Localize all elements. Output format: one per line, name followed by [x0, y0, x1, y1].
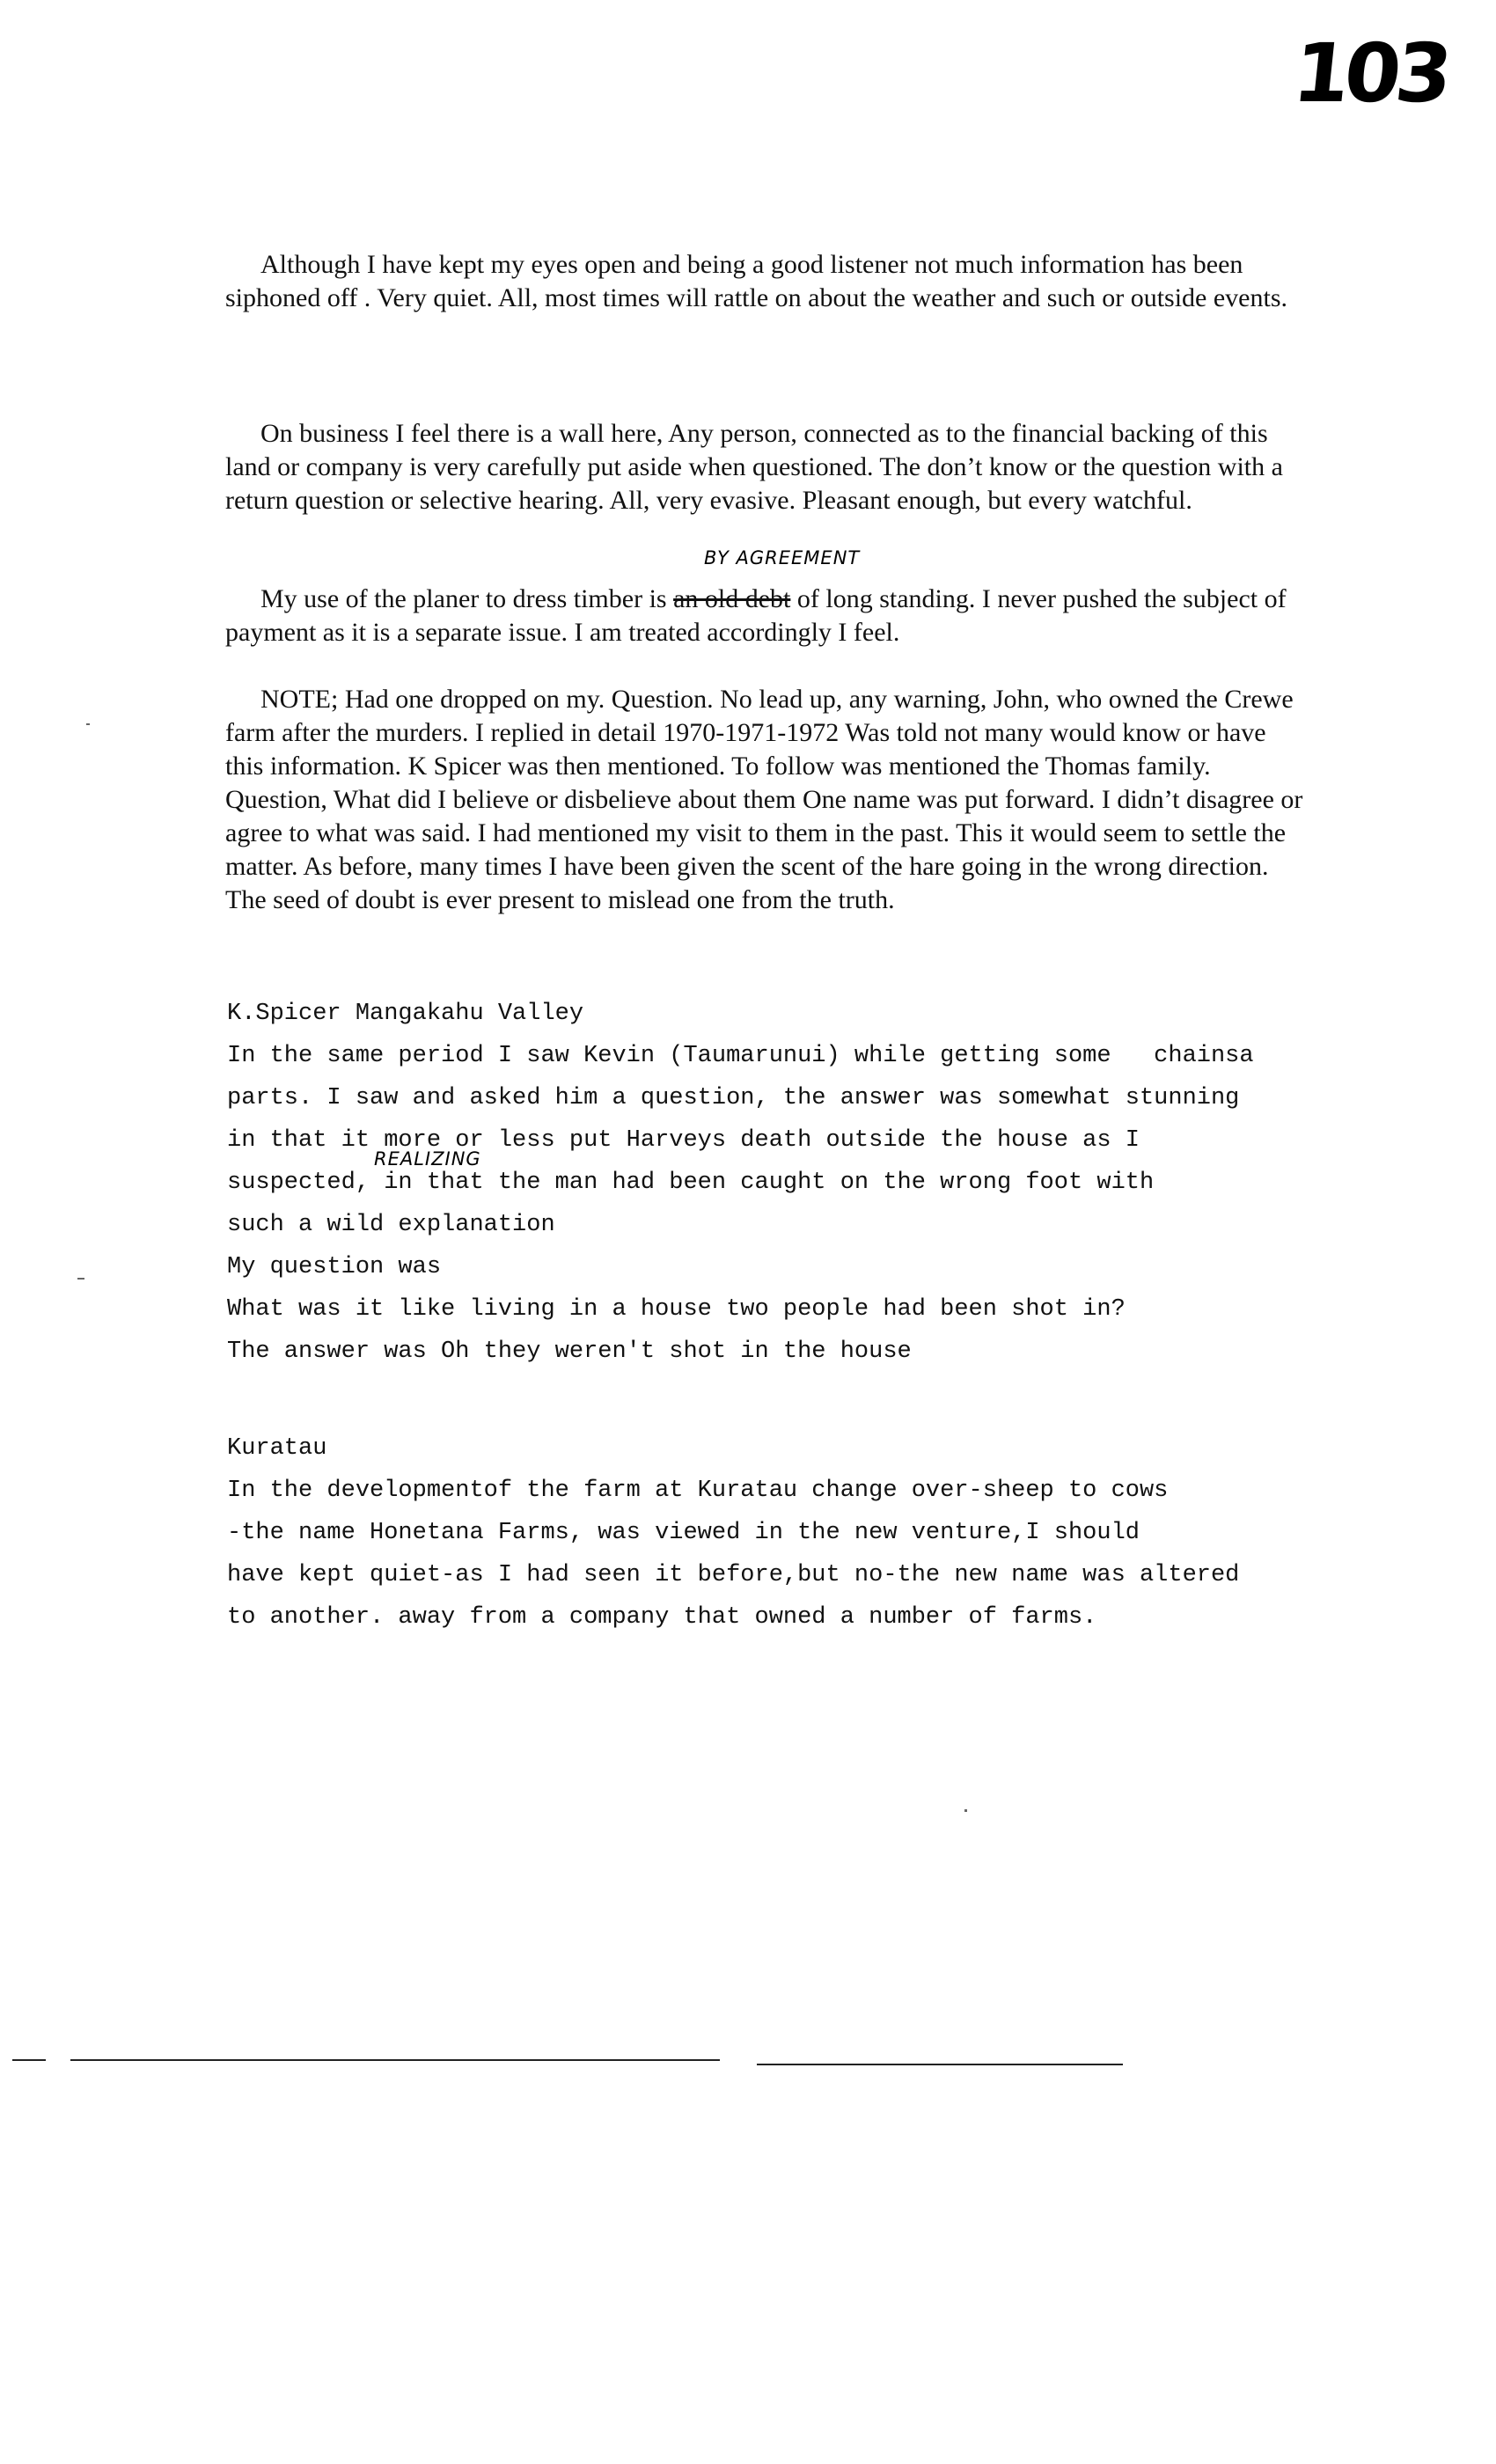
- typed-line: My question was: [227, 1254, 442, 1280]
- typed-line: parts. I saw and asked him a question, the answer was somewhat stunning: [227, 1085, 1240, 1111]
- typed-section-kuratau: [227, 1427, 1336, 1639]
- scan-speck: [77, 1278, 84, 1280]
- paragraph-2-text: On business I feel there is a wall here, Any person, connected as to the financial backing of this land or company is very carefully put aside when questioned. The don’t know or the question with a return question or selective hearing. All, very evasive. Pleasant enough, but every watchful.: [225, 419, 1283, 515]
- typed-line: What was it like living in a house two people had been shot in?: [227, 1296, 1126, 1323]
- typed-line: In the developmentof the farm at Kuratau change over-sheep to cows: [227, 1478, 1169, 1504]
- paragraph-2: [225, 417, 1308, 517]
- typed-section-kspicer: [227, 993, 1336, 1373]
- typed-line: have kept quiet-as I had seen it before,but no-the new name was altered: [227, 1562, 1240, 1588]
- typed-line: In the same period I saw Kevin (Taumarunui) while getting some chainsa: [227, 1043, 1254, 1069]
- typed-line: such a wild explanation: [227, 1212, 555, 1238]
- typed-line: -the name Honetana Farms, was viewed in the new venture,I should: [227, 1520, 1140, 1546]
- handwritten-insert-realizing: REALIZING: [374, 1148, 481, 1170]
- typed-heading-kspicer: K.Spicer Mangakahu Valley: [227, 1001, 584, 1027]
- scan-speck: [86, 723, 90, 725]
- paragraph-3-after: of long standing. I never pushed the subject of payment as it is a separate issue. I am treated accordingly I feel.: [225, 584, 1287, 647]
- paragraph-1: [225, 248, 1308, 315]
- page-number: 103: [1288, 26, 1452, 121]
- paragraph-4: [225, 683, 1308, 917]
- paragraph-3-struck-text: an old debt: [673, 584, 791, 613]
- paragraph-3-before: My use of the planer to dress timber is: [260, 584, 674, 613]
- typed-line: suspected, in that the man had been caught on the wrong foot with: [227, 1170, 1155, 1196]
- handwritten-insert-agreement: BY AGREEMENT: [704, 547, 861, 568]
- paragraph-3: [225, 583, 1308, 649]
- divider-line: [12, 2059, 46, 2061]
- scan-speck: [964, 1809, 967, 1812]
- divider-line: [70, 2059, 720, 2061]
- typed-line: The answer was Oh they weren't shot in the house: [227, 1338, 912, 1365]
- typed-heading-kuratau: Kuratau: [227, 1435, 327, 1462]
- paragraph-4-text: NOTE; Had one dropped on my. Question. No lead up, any warning, John, who owned the Crewe farm after the murders. I replied in detail 1970-1971-1972 Was told not many would know or have this information. K Spicer was then mentioned. To follow was mentioned the Thomas family. Question, What did I believe or disbelieve about them One name was put forward. I didn’t disagree or agree to what was said. I had mentioned my visit to them in the past. This it would seem to settle the matter. As before, many times I have been given the scent of the hare going in the wrong direction. The seed of doubt is ever present to mislead one from the truth.: [225, 685, 1303, 914]
- divider-line: [757, 2064, 1123, 2065]
- typed-line: to another. away from a company that owned a number of farms.: [227, 1604, 1097, 1631]
- paragraph-1-text: Although I have kept my eyes open and being a good listener not much information has been siphoned off . Very quiet. All, most times will rattle on about the weather and such or outside events.: [225, 250, 1288, 312]
- typed-line: in that it more or less put Harveys death outside the house as I: [227, 1127, 1140, 1154]
